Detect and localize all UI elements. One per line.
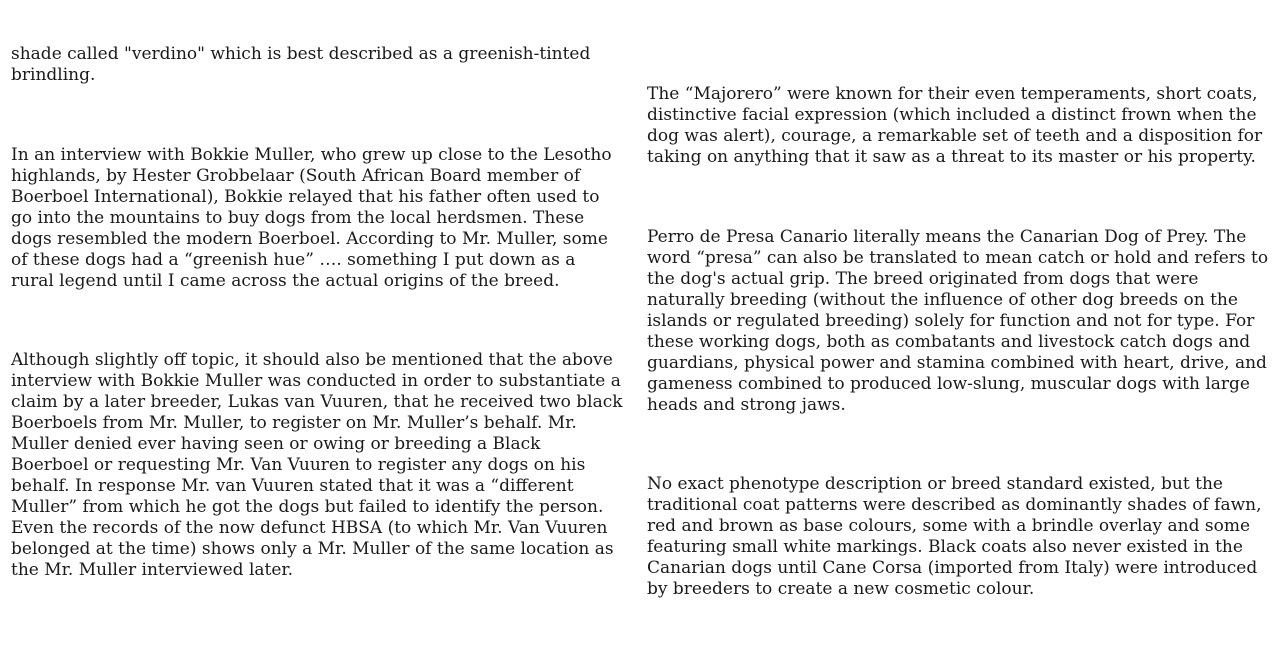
- paragraph-presa-canario: Perro de Presa Canario literally means the Canarian Dog of Prey. The word “presa” can also be translated to mean catch or hold and refers to the dog's actual grip. The breed originated from dogs that were naturally breeding (without the influence of other dog breeds on the islands or regulated breeding) solely for function and not for type. For these working dogs, both as combatants and livestock catch dogs and guardians, physical power and stamina combined with heart, drive, and gameness combined to produced low-slung, muscular dogs with large heads and strong jaws.: [647, 227, 1269, 415]
- right-column: [647, 0, 1270, 667]
- left-column: [11, 0, 623, 667]
- paragraph-verdino: shade called "verdino" which is best described as a greenish-tinted brindling.: [11, 44, 591, 85]
- paragraph-majorero: The “Majorero” were known for their even temperaments, short coats, distinctive facial expression (which included a distinct frown when the dog was alert), courage, a remarkable set of teeth and a disposition for taking on anything that it saw as a threat to its master or his property.: [647, 84, 1263, 167]
- paragraph-muller-interview: In an interview with Bokkie Muller, who grew up close to the Lesotho highlands, by Hester Grobbelaar (South African Board member of Boerboel International), Bokkie relayed that his father often used to go into the mountains to buy dogs from the local herdsmen. These dogs resembled the modern Boerboel. According to Mr. Muller, some of these dogs had a “greenish hue” …. something I put down as a rural legend until I came across the actual origins of the breed.: [11, 145, 612, 291]
- paragraph-coat-patterns: No exact phenotype description or breed standard existed, but the traditional coat patterns were described as dominantly shades of fawn, red and brown as base colours, some with a brindle overlay and some featuring small white markings. Black coats also never existed in the Canarian dogs until Cane Corsa (imported from Italy) were introduced by breeders to create a new cosmetic colour.: [647, 474, 1262, 599]
- paragraph-van-vuuren-claim: Although slightly off topic, it should also be mentioned that the above interview with Bokkie Muller was conducted in order to substantiate a claim by a later breeder, Lukas van Vuuren, that he received two black Boerboels from Mr. Muller, to register on Mr. Muller’s behalf. Mr. Muller denied ever having seen or owing or breeding a Black Boerboel or requesting Mr. Van Vuuren to register any dogs on his behalf. In response Mr. van Vuuren stated that it was a “different Muller” from which he got the dogs but failed to identify the person. Even the records of the now defunct HBSA (to which Mr. Van Vuuren belonged at the time) shows only a Mr. Muller of the same location as the Mr. Muller interviewed later.: [11, 350, 623, 580]
